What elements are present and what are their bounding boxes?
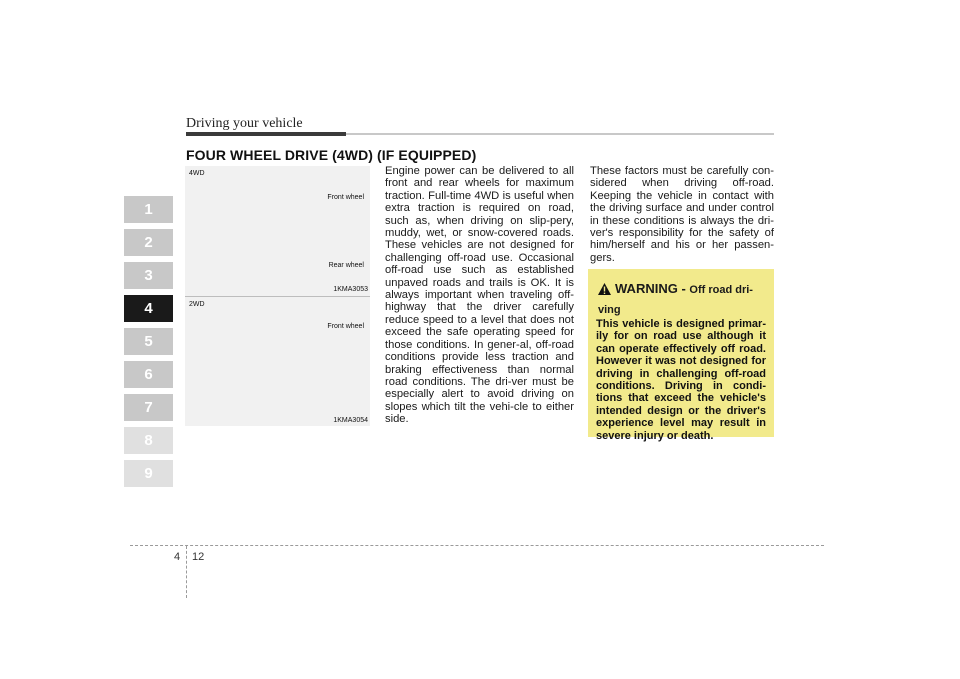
footer-page-number: 12	[192, 551, 205, 563]
chapter-tab-3[interactable]: 3	[124, 262, 173, 289]
chapter-tab-4[interactable]: 4	[124, 295, 173, 322]
body-text-column-2: These factors must be carefully con-sidered when driving off-road. Keeping the vehicle in contact with the driving surface and under control in these conditions is always the dri-ver's responsibility for the safety of him/herself and his or her passen-gers.	[590, 165, 774, 264]
figure-4wd	[185, 166, 370, 296]
chapter-tab-1[interactable]: 1	[124, 196, 173, 223]
body-text-column-1: Engine power can be delivered to all front and rear wheels for maximum traction. Full-time 4WD is useful when extra traction is required on road, such as, when driving on slip-pery, muddy, wet, or snow-covered roads. These vehicles are not designed for challenging off-road use. Occasional off-road use such as established unpaved roads and trails is OK. It is always important when traveling off-highway that the driver carefully reduce speed to a level that does not exceed the safe operating speed for those conditions. In gener-al, off-road conditions provide less traction and braking effectiveness than normal road conditions. The dri-ver must be especially alert to avoid driving on slopes which tilt the vehi-cle to either side.	[385, 165, 574, 426]
warning-heading	[598, 280, 768, 318]
warning-box	[588, 269, 774, 442]
chapter-tab-2[interactable]: 2	[124, 229, 173, 256]
chapter-tab-8[interactable]: 8	[124, 427, 173, 454]
section-title: FOUR WHEEL DRIVE (4WD) (IF EQUIPPED)	[186, 147, 477, 163]
front-wheel-label: Front wheel	[327, 194, 364, 201]
chapter-tabs	[124, 196, 173, 493]
chapter-tab-9[interactable]: 9	[124, 460, 173, 487]
warning-subject: Off road dri-ving	[598, 284, 753, 316]
header-rule-accent	[186, 132, 346, 136]
running-header: Driving your vehicle	[186, 116, 303, 131]
chapter-tab-6[interactable]: 6	[124, 361, 173, 388]
front-wheel-label: Front wheel	[327, 323, 364, 330]
chapter-tab-5[interactable]: 5	[124, 328, 173, 355]
figure-mode-label: 2WD	[189, 301, 205, 308]
footer-chapter-number: 4	[174, 551, 181, 563]
figure-code: 1KMA3054	[333, 417, 368, 424]
warning-text: This vehicle is designed primar-ily for on road use although it can operate effectively off road. However it was not designed for driving in challenging off-road conditions. Driving in condi-tions that exceed the vehicle's intended design or the driver's experience level may result in severe injury or death.	[596, 318, 766, 442]
footer-rule	[130, 545, 824, 546]
footer-divider	[186, 546, 187, 598]
warning-triangle-icon	[598, 282, 611, 300]
figure-mode-label: 4WD	[189, 170, 205, 177]
warning-label: WARNING -	[615, 281, 690, 296]
figure-2wd	[185, 297, 370, 426]
figure-code: 1KMA3053	[333, 286, 368, 293]
chapter-tab-7[interactable]: 7	[124, 394, 173, 421]
rear-wheel-label: Rear wheel	[328, 262, 364, 269]
